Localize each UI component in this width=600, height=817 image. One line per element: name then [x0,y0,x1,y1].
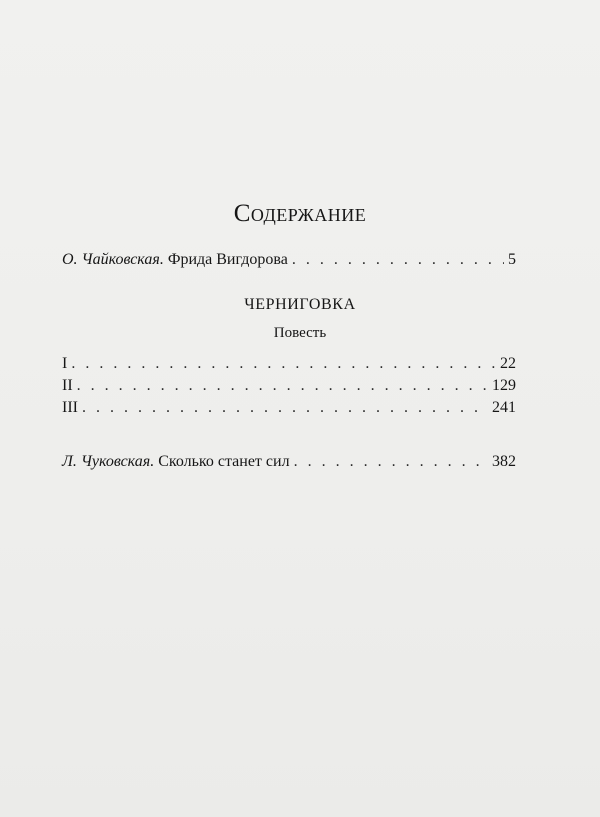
dot-leader [82,398,488,418]
toc-entry-part [62,354,516,374]
toc-entry-page: 241 [492,399,516,416]
toc-entry-label: III [62,399,78,416]
toc-entry-page: 129 [492,377,516,394]
toc-entry-page: 22 [500,355,516,372]
toc-entry-label: II [62,377,73,394]
toc-entry-page: 5 [508,251,516,268]
section-title: ЧЕРНИГОВКА [244,296,356,313]
dot-leader [294,452,488,472]
toc-entry-title: Сколько станет сил [158,453,290,470]
section-subtitle: Повесть [273,325,327,341]
toc-entry-author: О. Чайковская. [62,251,164,268]
contents-heading: Содержание [233,200,367,227]
dot-leader [71,354,496,374]
toc-entry-part [62,376,516,396]
toc-entry-outro [62,452,516,472]
toc-entry-intro [62,250,516,270]
toc-entry-page: 382 [492,453,516,470]
dot-leader [77,376,488,396]
toc-entry-author: Л. Чуковская. [62,453,155,470]
toc-entry-part [62,398,516,418]
toc-entry-title: Фрида Вигдорова [167,251,288,268]
toc-entry-label: I [62,355,68,372]
dot-leader [292,250,504,270]
